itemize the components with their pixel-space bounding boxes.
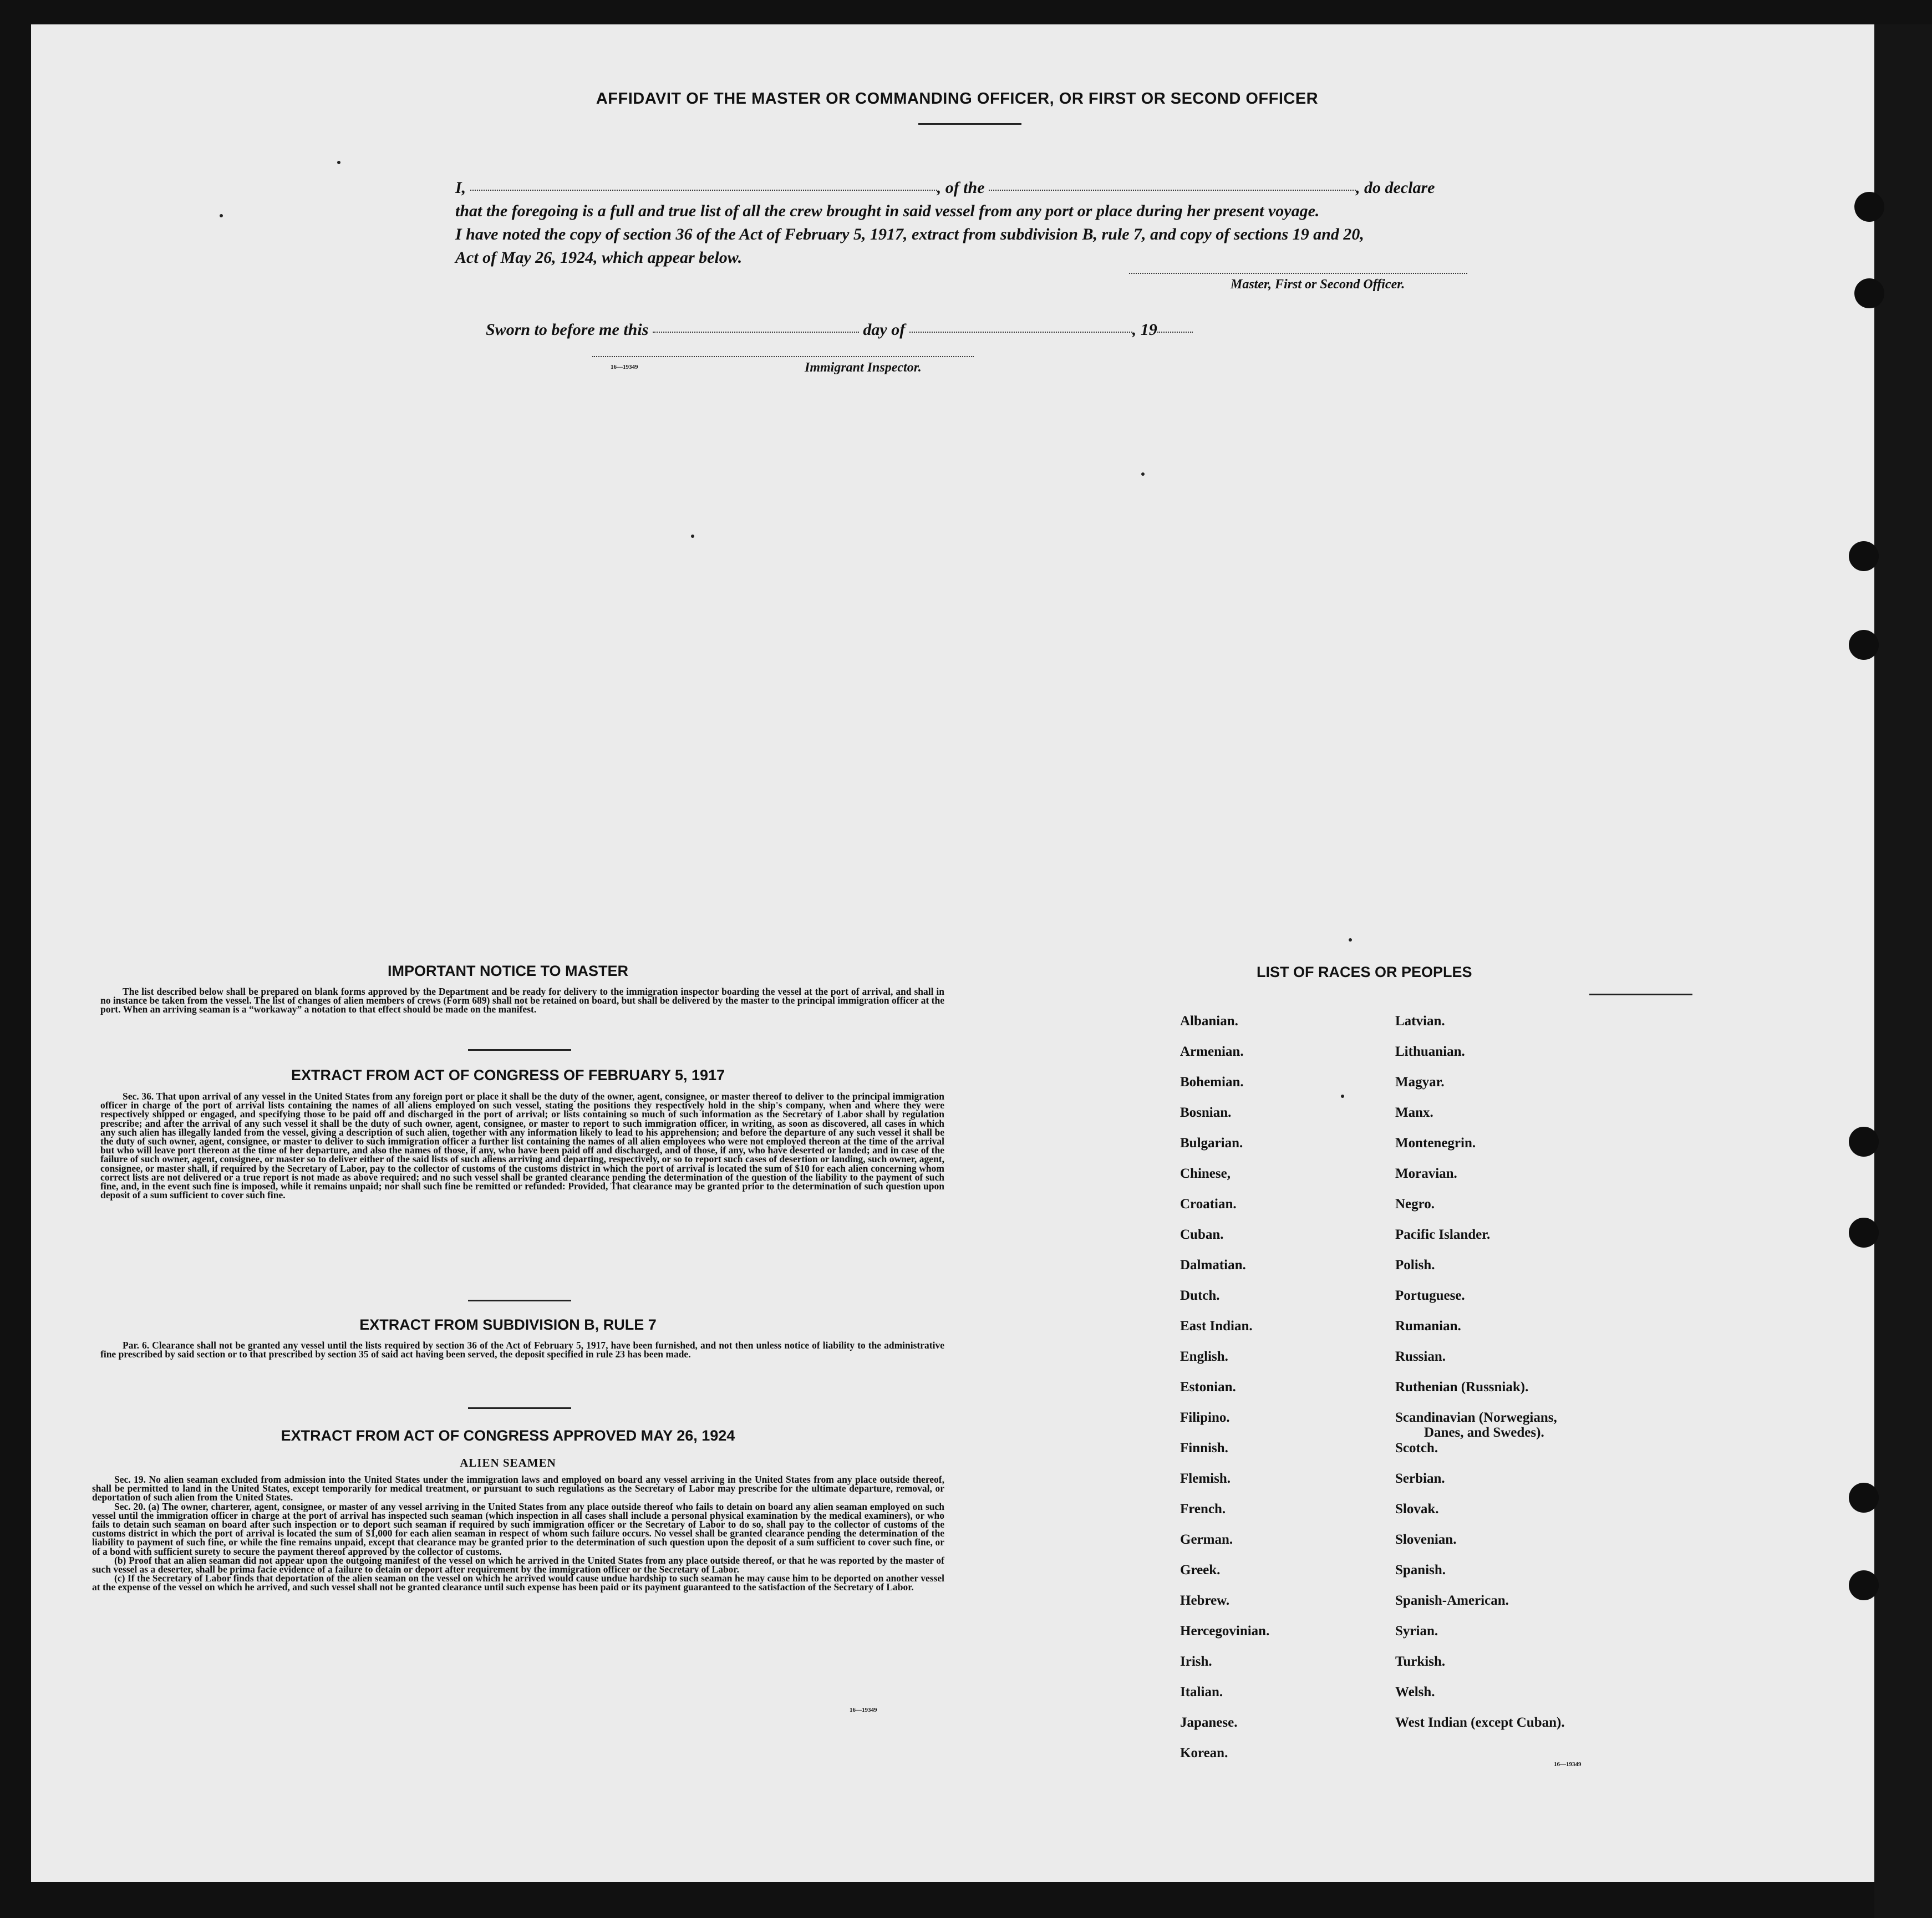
binder-hole	[1849, 1127, 1879, 1157]
race-item: Slovak.	[1395, 1502, 1439, 1517]
binder-hole	[1854, 278, 1884, 308]
race-item: German.	[1180, 1532, 1233, 1547]
section-20b-paragraph: (b) Proof that an alien seaman did not appear upon the outgoing manifest of the vessel on which he arrived in the United States from any place outside thereof, or that he was reported by the master of such vessel as a deserter, shall be prima facie evidence of a failure to detain or deport after requirement by the immigration officer or the Secretary of Labor.	[92, 1554, 944, 1575]
race-item: Hebrew.	[1180, 1593, 1230, 1608]
race-item: Italian.	[1180, 1685, 1223, 1700]
race-item: Japanese.	[1180, 1715, 1238, 1730]
race-item: Magyar.	[1395, 1075, 1445, 1090]
notice-paragraph: The list described below shall be prepared on blank forms approved by the Department and be ready for delivery to the immigration inspector boarding the vessel at the port of arrival, and shall in no instance be taken from the vessel. The list of changes of alien members of crews (Form 689) shall not be retained on board, but shall be delivered by the master to the principal immigration officer at the port. When an arriving seaman is a “workaway” a notation to that effect should be made on the manifest.	[100, 986, 944, 1015]
race-item: Chinese,	[1180, 1166, 1231, 1181]
race-item: Ruthenian (Russniak).	[1395, 1380, 1529, 1395]
speck	[1349, 938, 1352, 942]
race-item: Syrian.	[1395, 1624, 1438, 1639]
document-page	[31, 24, 1883, 1882]
inspector-signature-line[interactable]	[592, 356, 974, 357]
notice-divider	[468, 1049, 571, 1051]
sworn-prefix: Sworn to before me this	[486, 320, 649, 339]
race-item: Danes, and Swedes).	[1424, 1425, 1544, 1440]
race-item: Spanish-American.	[1395, 1593, 1509, 1608]
race-item: Cuban.	[1180, 1227, 1224, 1242]
race-item: Turkish.	[1395, 1654, 1446, 1669]
paragraph-6: Par. 6. Clearance shall not be granted any vessel until the lists required by section 36 of the Act of February 5, 1917, have been furnished, and not then unless notice of liability to the administrative fine prescribed by said section or to that prescribed by section 35 of said act having been served, the deposit specified in rule 23 has been made.	[100, 1340, 944, 1360]
race-item: Pacific Islander.	[1395, 1227, 1491, 1242]
form-number-bottom-right: 16—19349	[1554, 1761, 1582, 1768]
race-item: Greek.	[1180, 1563, 1221, 1578]
affidavit-line-2: that the foregoing is a full and true list of all the crew brought in said vessel from any port or place during her present voyage.	[455, 202, 1320, 220]
inspector-caption: Immigrant Inspector.	[805, 360, 922, 375]
race-item: Croatian.	[1180, 1197, 1237, 1212]
race-item: Finnish.	[1180, 1441, 1228, 1456]
extract-1917-divider	[468, 1300, 571, 1301]
affidavit-line-1	[455, 176, 1435, 200]
binder-hole	[1849, 1218, 1879, 1248]
race-item: Dalmatian.	[1180, 1258, 1246, 1273]
race-item: Russian.	[1395, 1349, 1446, 1364]
race-item: Dutch.	[1180, 1288, 1220, 1303]
race-item: French.	[1180, 1502, 1226, 1517]
affidavit-heading: AFFIDAVIT OF THE MASTER OR COMMANDING OFFICER, OR FIRST OR SECOND OFFICER	[596, 90, 1319, 108]
binder-hole	[1849, 1483, 1879, 1513]
sworn-year-blank[interactable]	[1157, 332, 1193, 333]
race-item: Filipino.	[1180, 1410, 1230, 1425]
master-signature-line[interactable]	[1129, 273, 1467, 274]
speck	[220, 214, 223, 217]
race-item: Estonian.	[1180, 1380, 1236, 1395]
race-item: Irish.	[1180, 1654, 1212, 1669]
race-item: Scotch.	[1395, 1441, 1438, 1456]
race-item: Hercegovinian.	[1180, 1624, 1270, 1639]
heading-divider	[918, 123, 1021, 125]
extract-1924-title: EXTRACT FROM ACT OF CONGRESS APPROVED MAY 26, 1924	[281, 1427, 735, 1444]
sworn-day-blank[interactable]	[653, 332, 859, 333]
race-item: East Indian.	[1180, 1319, 1253, 1334]
races-title: LIST OF RACES OR PEOPLES	[1257, 964, 1472, 980]
affidavit-i: I,	[455, 179, 466, 197]
race-item: Rumanian.	[1395, 1319, 1461, 1334]
speck	[337, 161, 340, 164]
notice-title: IMPORTANT NOTICE TO MASTER	[388, 963, 628, 979]
alien-seamen-subtitle: ALIEN SEAMEN	[460, 1456, 556, 1469]
affidavit-do-declare: , do declare	[1356, 179, 1435, 197]
affidavit-of-the: , of the	[937, 179, 985, 197]
section-19-paragraph: Sec. 19. No alien seaman excluded from admission into the United States under the immigration laws and employed on board any vessel arriving in the United States from any place outside thereof, shall be permitted to land in the United States, except temporarily for medical treatment, or pursuant to such regulations as the Secretary of Labor may prescribe for the ultimate departure, removal, or deportation of such alien from the United States.	[92, 1474, 944, 1503]
binder-hole	[1849, 541, 1879, 571]
race-item: Portuguese.	[1395, 1288, 1465, 1303]
race-item: Bohemian.	[1180, 1075, 1244, 1090]
race-item: Spanish.	[1395, 1563, 1446, 1578]
vessel-blank[interactable]	[989, 190, 1356, 191]
section-20c-paragraph: (c) If the Secretary of Labor finds that deportation of the alien seaman on the vessel on which he arrived would cause undue hardship to such seaman he may cause him to be deported on another vessel at the expense of the vessel on which he arrived, and such vessel shall not be granted clearance until such expense has been paid or its payment guaranteed to the satisfaction of the Secretary of Labor.	[92, 1573, 944, 1593]
name-blank[interactable]	[470, 190, 937, 191]
extract-1917-title: EXTRACT FROM ACT OF CONGRESS OF FEBRUARY 5, 1917	[291, 1067, 725, 1083]
speck	[1341, 1095, 1344, 1098]
race-item: Scandinavian (Norwegians,	[1395, 1410, 1557, 1425]
section-20a-paragraph: Sec. 20. (a) The owner, charterer, agent, consignee, or master of any vessel arriving in the United States from any place outside thereof who fails to detain on board any alien seaman employed on such vessel until the immigration officer in charge at the port of arrival has inspected such seaman (which inspection in all cases shall include a personal physical examination by the medical examiners), or who fails to detain such seaman on board after such inspection or to deport such seaman if required by such immigration officer or the Secretary of Labor to do so, shall pay to the collector of customs of the customs district in which the port of arrival is located the sum of $1,000 for each alien seaman in respect of whom such failure occurs. No vessel shall be granted clearance pending the determination of the liability to payment of such fine, or while the fine remains unpaid, except that clearance may be granted prior to the determination of such question upon the deposit of a sum sufficient to cover such fine, or of a bond with sufficient surety to secure the payment thereof approved by the collector of customs.	[92, 1500, 944, 1557]
speck	[691, 535, 694, 538]
speck	[1141, 472, 1145, 476]
binder-hole	[1849, 1570, 1879, 1600]
race-item: Bulgarian.	[1180, 1136, 1243, 1151]
race-item: Flemish.	[1180, 1471, 1231, 1486]
race-item: Serbian.	[1395, 1471, 1445, 1486]
binder-hole	[1854, 192, 1884, 222]
sworn-month-blank[interactable]	[909, 332, 1132, 333]
extract-rule7-text	[100, 1341, 944, 1359]
extract-rule7-title: EXTRACT FROM SUBDIVISION B, RULE 7	[359, 1316, 657, 1333]
race-item: Korean.	[1180, 1746, 1228, 1761]
race-item: Albanian.	[1180, 1014, 1238, 1029]
race-item: Manx.	[1395, 1105, 1433, 1120]
affidavit-line-4: Act of May 26, 1924, which appear below.	[455, 248, 743, 267]
extract-rule7-divider	[468, 1407, 571, 1409]
section-36-paragraph: Sec. 36. That upon arrival of any vessel in the United States from any foreign port or place it shall be the duty of the owner, agent, consignee, or master thereof to deliver to the principal immigration officer in charge of the port of arrival lists containing the names of all aliens employed on such vessel, stating the positions they respectively hold in the ship's company, when and where they were respectively shipped or engaged, and specifying those to be paid off and discharged in the port of arrival; or lists containing so much of such information as the Secretary of Labor shall by regulation prescribe; and after the arrival of any such vessel it shall be the duty of such owner, agent, consignee, or master to report to such immigration officer, in writing, as soon as discovered, all cases in which any such alien has illegally landed from the vessel, giving a description of such alien, together with any information likely to lead to his apprehension; and before the departure of any such vessel it shall be the duty of such owner, agent, consignee, or master to deliver to such immigration officer a further list containing the names of all alien employees who were not employed thereon at the time of the arrival but who will leave port thereon at the time of her departure, and also the names of those, if any, who have been paid off and discharged, and of those, if any, who have deserted or landed; and in case of the failure of such owner, agent, consignee, or master so to deliver either of the said lists of such aliens arriving and departing, respectively, or so to report such cases of desertion or landing, such owner, agent, consignee, or master shall, if required by the Secretary of Labor, pay to the collector of customs of the customs district in which the port of arrival is located the sum of $10 for each alien concerning whom correct lists are not delivered or a true report is not made as above required; and no such vessel shall be granted clearance pending the determination of the question of the liability to the payment of such fine, and, in the event such fine is imposed, while it remains unpaid; nor shall such fine be remitted or refunded: Provided, That clearance may be granted prior to the determination of such question upon deposit of a sum sufficient to cover such fine.	[100, 1091, 944, 1201]
form-number-top: 16—19349	[611, 364, 638, 370]
race-item: Polish.	[1395, 1258, 1435, 1273]
race-item: Bosnian.	[1180, 1105, 1232, 1120]
sheet-edge	[1874, 24, 1932, 1918]
race-item: Latvian.	[1395, 1014, 1445, 1029]
master-signature-caption: Master, First or Second Officer.	[1231, 277, 1405, 292]
binder-hole	[1849, 630, 1879, 660]
race-item: Montenegrin.	[1395, 1136, 1476, 1151]
sworn-line	[486, 318, 1193, 342]
race-item: Lithuanian.	[1395, 1044, 1465, 1059]
race-item: West Indian (except Cuban).	[1395, 1715, 1565, 1730]
race-item: Welsh.	[1395, 1685, 1435, 1700]
race-item: Slovenian.	[1395, 1532, 1457, 1547]
extract-1917-text	[100, 1092, 944, 1199]
affidavit-line-3: I have noted the copy of section 36 of the Act of February 5, 1917, extract from subdivision B, rule 7, and copy of sections 19 and 20,	[455, 225, 1364, 243]
notice-text	[100, 987, 944, 1014]
race-item: Moravian.	[1395, 1166, 1457, 1181]
race-item: Armenian.	[1180, 1044, 1244, 1059]
sworn-year-prefix: , 19	[1132, 320, 1157, 339]
race-item: English.	[1180, 1349, 1228, 1364]
sworn-day-of: day of	[863, 320, 906, 339]
extract-1924-text	[92, 1475, 944, 1592]
race-item: Negro.	[1395, 1197, 1435, 1212]
form-number-bottom-left: 16—19349	[850, 1707, 877, 1713]
races-divider	[1589, 994, 1692, 995]
